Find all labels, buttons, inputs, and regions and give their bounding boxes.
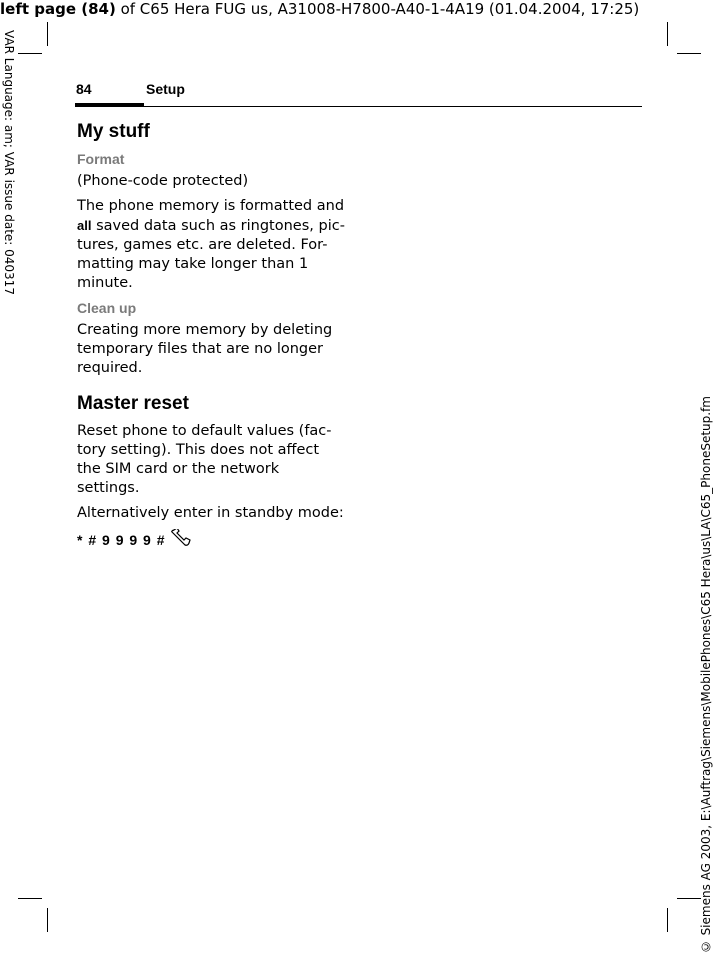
standby-instruction: Alternatively enter in standby mode: [77, 505, 344, 521]
format-subheading: Format [77, 151, 125, 167]
key-sequence-line [77, 529, 345, 552]
format-protected-note: (Phone-code protected) [77, 173, 249, 189]
reset-key-sequence-text: * # 9 9 9 9 # [77, 532, 166, 548]
format-description [77, 197, 345, 293]
section-title: Setup [146, 81, 185, 97]
master-reset-description: Reset phone to default values (fac-tory setting). This does not affect the SIM card or the network settings. [77, 423, 332, 496]
crop-mark [667, 22, 668, 46]
crop-mark [18, 898, 42, 899]
clean-up-description: Creating more memory by deleting temporary files that are no longer required. [77, 322, 333, 376]
reset-key-sequence [77, 529, 192, 552]
page-number: 84 [76, 81, 92, 97]
send-key-icon [170, 529, 192, 552]
production-info: of C65 Hera FUG us, A31008-H7800-A40-1-4A19 (01.04.2004, 17:25) [115, 0, 640, 18]
crop-mark [677, 53, 701, 54]
format-text-end: saved data such as ringtones, pic-tures, games etc. are deleted. For-matting may take longer than 1 minute. [77, 218, 345, 291]
crop-mark [47, 908, 48, 932]
production-page-label: left page (84) [0, 0, 116, 18]
clean-up-subheading: Clean up [77, 300, 137, 316]
copyright-path-note: © Siemens AG 2003, E:\Auftrag\Siemens\MobilePhones\C65 Hera\us\LA\C65_PhoneSetup.fm [699, 395, 713, 953]
var-language-note: VAR Language: am; VAR issue date: 040317 [2, 30, 16, 295]
production-header [0, 0, 639, 18]
format-text-start: The phone memory is formatted and [77, 198, 345, 214]
master-reset-heading: Master reset [77, 393, 189, 414]
crop-mark [677, 898, 701, 899]
crop-mark [47, 22, 48, 46]
crop-mark [18, 53, 42, 54]
format-keyword-all: all [77, 218, 92, 233]
my-stuff-heading: My stuff [77, 121, 150, 142]
crop-mark [667, 908, 668, 932]
header-rule [75, 106, 642, 107]
content-column [77, 120, 345, 552]
